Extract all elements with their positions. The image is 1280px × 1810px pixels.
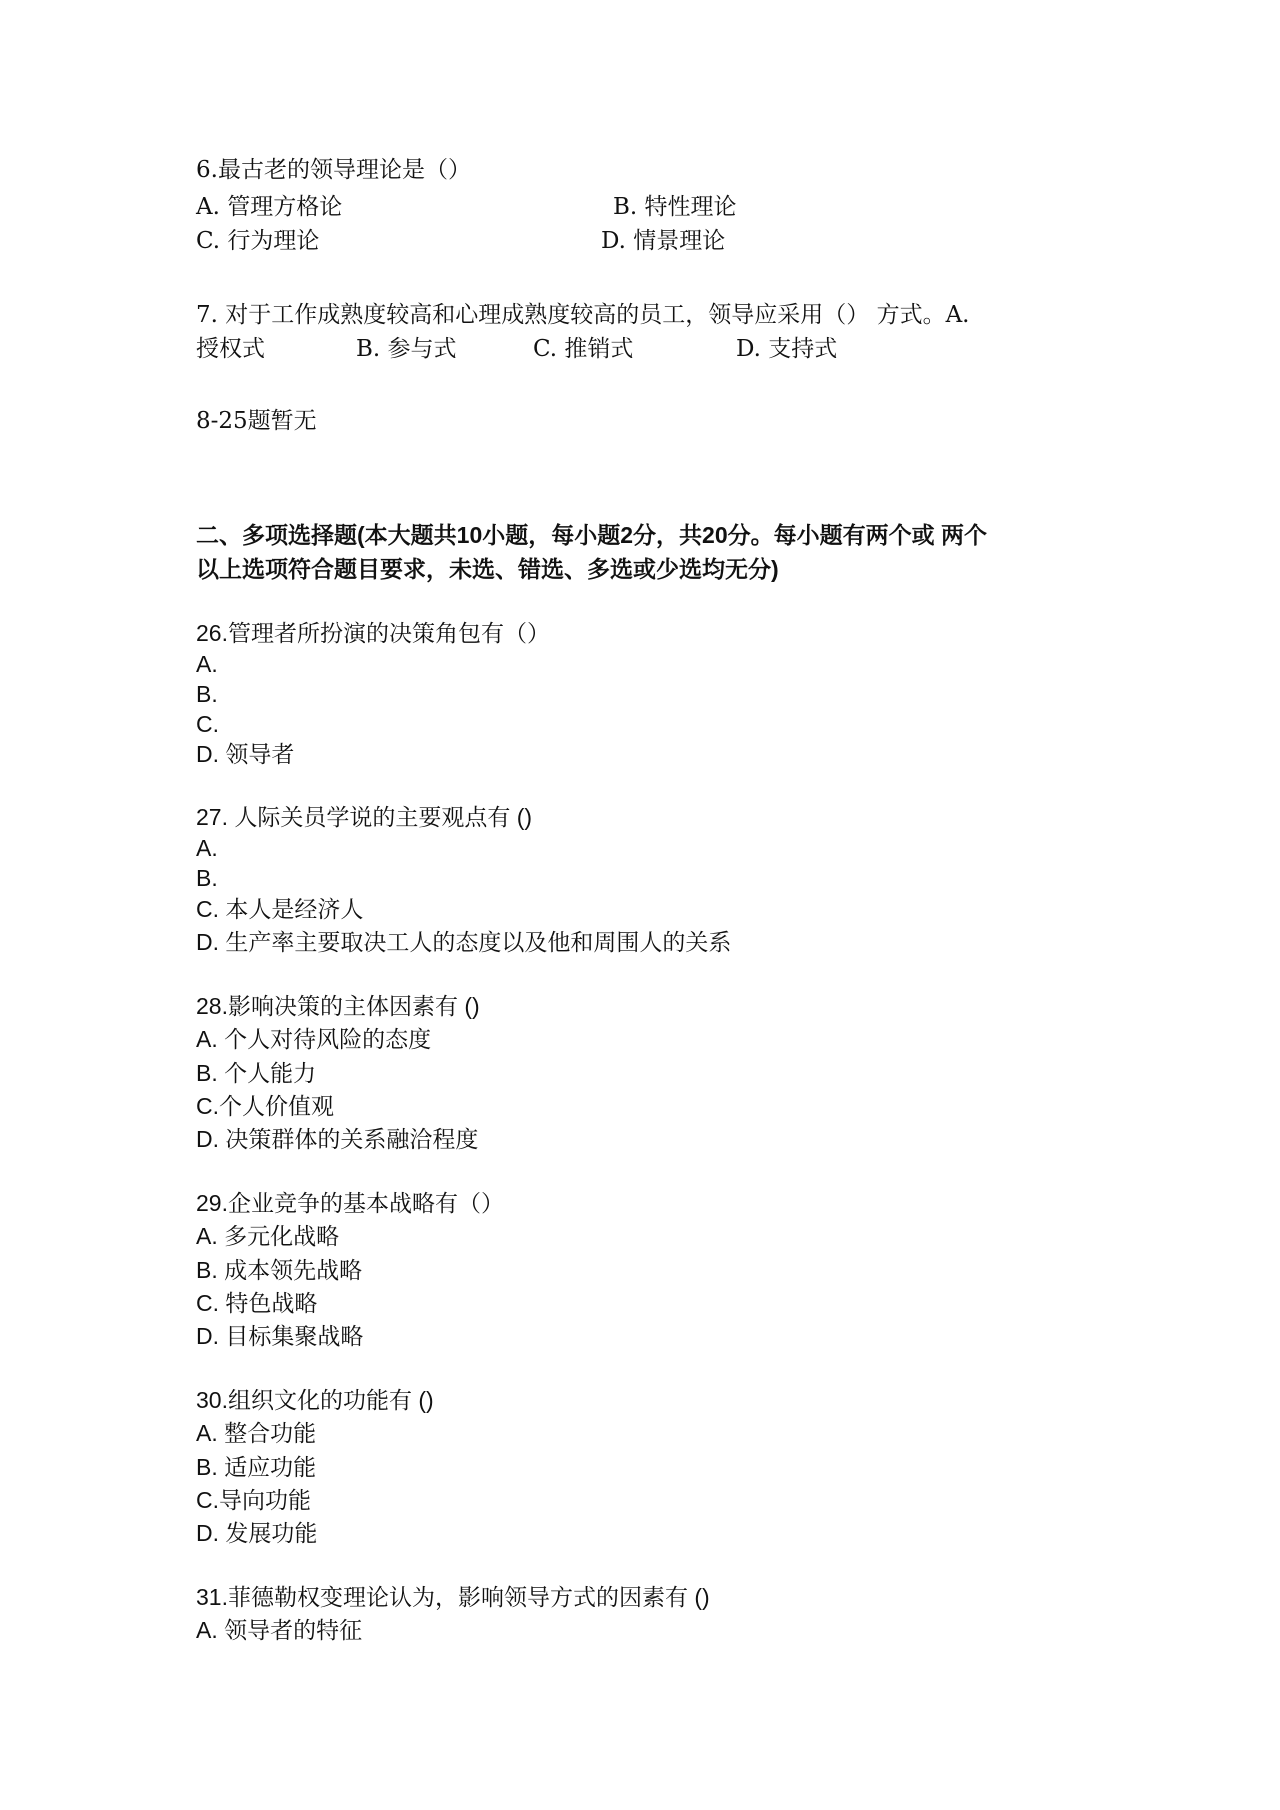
question-30-stem: 30.组织文化的功能有 () bbox=[196, 1387, 434, 1413]
question-29-option-d: D. 目标集聚战略 bbox=[196, 1323, 364, 1349]
question-27-option-a: A. bbox=[196, 835, 218, 861]
question-26-stem: 26.管理者所扮演的决策角包有（） bbox=[196, 620, 550, 646]
question-26-option-c: C. bbox=[196, 711, 219, 737]
question-26-option-a: A. bbox=[196, 651, 218, 677]
question-7-option-c: C. 推销式 bbox=[533, 336, 634, 362]
question-6-option-c: C. 行为理论 bbox=[196, 228, 320, 254]
question-27-option-c: C. 本人是经济人 bbox=[196, 896, 364, 922]
question-28-option-c: C.个人价值观 bbox=[196, 1093, 334, 1119]
question-29-option-b: B. 成本领先战略 bbox=[196, 1257, 363, 1283]
question-27-stem: 27. 人际关员学说的主要观点有 () bbox=[196, 804, 533, 830]
question-6-option-b: B. 特性理论 bbox=[613, 194, 737, 220]
question-6-stem: 6.最古老的领导理论是（） bbox=[196, 157, 471, 183]
question-28-option-d: D. 决策群体的关系融洽程度 bbox=[196, 1126, 479, 1152]
question-30-option-b: B. 适应功能 bbox=[196, 1454, 317, 1480]
question-6-option-d: D. 情景理论 bbox=[601, 228, 726, 254]
question-31-stem: 31.菲德勒权变理论认为，影响领导方式的因素有 () bbox=[196, 1584, 710, 1610]
question-6-option-a: A. 管理方格论 bbox=[196, 194, 343, 220]
question-7-stem: 7. 对于工作成熟度较高和心理成熟度较高的员工，领导应采用（） 方式。A. bbox=[196, 302, 970, 328]
question-29-stem: 29.企业竞争的基本战略有（） bbox=[196, 1190, 504, 1216]
question-7-option-b: B. 参与式 bbox=[356, 336, 457, 362]
question-29-option-a: A. 多元化战略 bbox=[196, 1223, 340, 1249]
question-26-option-b: B. bbox=[196, 681, 218, 707]
question-27-option-d: D. 生产率主要取决工人的态度以及他和周围人的关系 bbox=[196, 929, 732, 955]
section-2-heading-line-1: 二、多项选择题(本大题共10小题，每小题2分，共20分。每小题有两个或 两个 bbox=[196, 522, 988, 548]
question-7-option-a: 授权式 bbox=[196, 336, 265, 362]
question-7-option-d: D. 支持式 bbox=[736, 336, 838, 362]
question-29-option-c: C. 特色战略 bbox=[196, 1290, 318, 1316]
question-26-option-d: D. 领导者 bbox=[196, 741, 295, 767]
question-28-option-a: A. 个人对待风险的态度 bbox=[196, 1026, 432, 1052]
question-28-stem: 28.影响决策的主体因素有 () bbox=[196, 993, 480, 1019]
question-27-option-b: B. bbox=[196, 865, 218, 891]
question-30-option-a: A. 整合功能 bbox=[196, 1420, 317, 1446]
section-2-heading-line-2: 以上选项符合题目要求，未选、错选、多选或少选均无分) bbox=[196, 556, 779, 582]
question-30-option-d: D. 发展功能 bbox=[196, 1520, 318, 1546]
question-28-option-b: B. 个人能力 bbox=[196, 1060, 317, 1086]
question-30-option-c: C.导向功能 bbox=[196, 1487, 311, 1513]
questions-8-25-note: 8-25题暂无 bbox=[196, 408, 317, 434]
question-31-option-a: A. 领导者的特征 bbox=[196, 1617, 363, 1643]
